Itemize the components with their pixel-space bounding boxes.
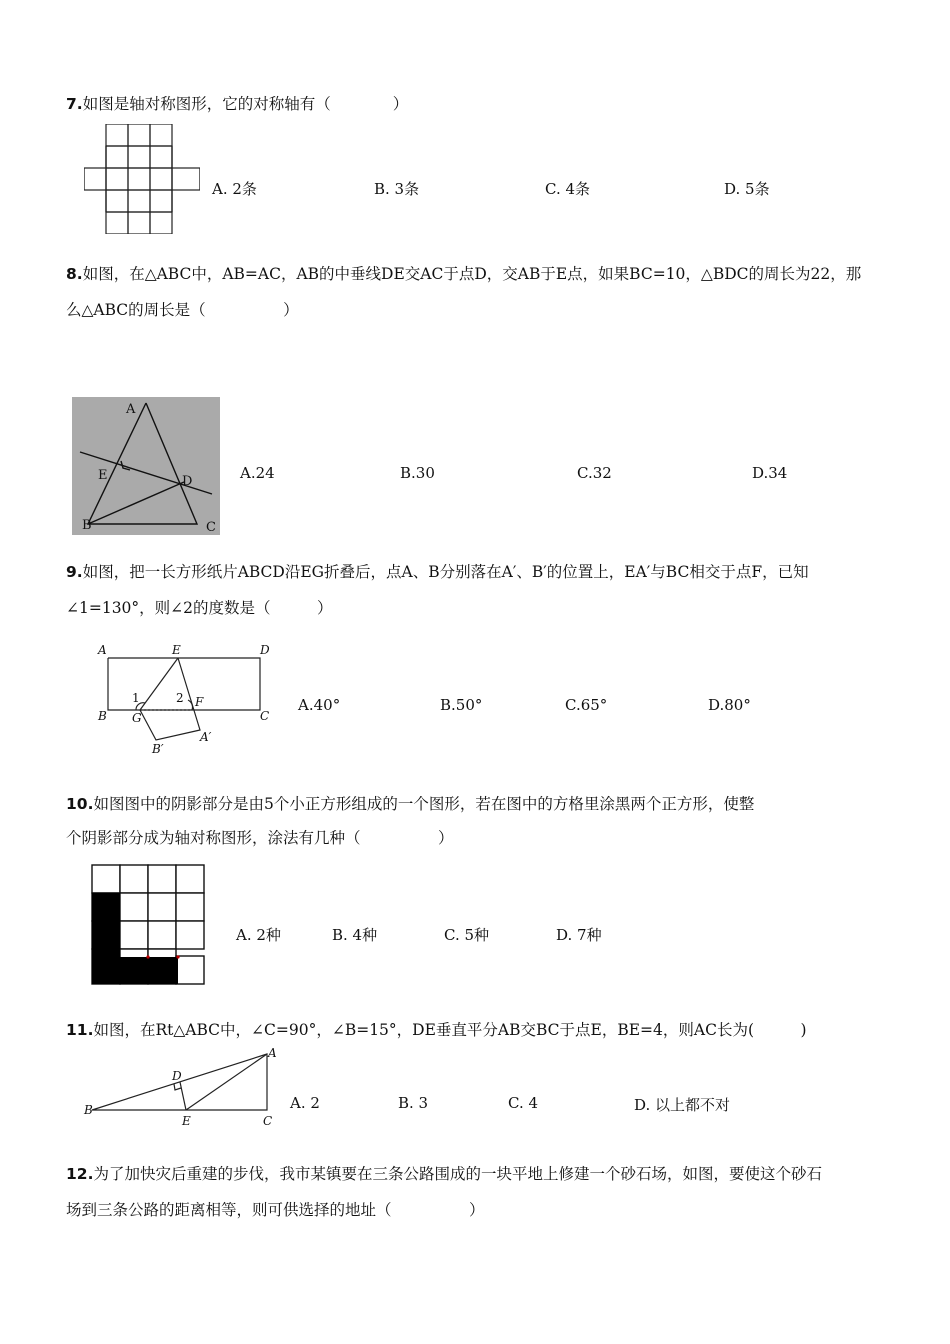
option-a[interactable]: A. 2种 (236, 926, 281, 944)
option-b[interactable]: B.30 (400, 464, 435, 482)
label-D: D (172, 1069, 182, 1083)
option-a[interactable]: A.24 (240, 464, 275, 482)
label-B: B (82, 518, 92, 533)
option-d[interactable]: D.34 (752, 464, 788, 482)
question-number: 7. (66, 95, 83, 113)
question-line: 如图图中的阴影部分是由5个小正方形组成的一个图形，若在图中的方格里涂黑两个正方形，使整 (93, 795, 755, 813)
question-12-text (66, 1164, 822, 1184)
label-C: C (260, 709, 270, 723)
question-7-text (66, 94, 408, 114)
label-D: D (182, 474, 193, 489)
label-D: D (260, 643, 270, 657)
question-11-text (66, 1020, 807, 1040)
option-d[interactable]: D.80° (708, 696, 751, 714)
right-triangle-figure-q11 (82, 1044, 282, 1130)
triangle-figure-q8 (72, 397, 220, 535)
question-12-text-line2: 场到三条公路的距离相等，则可供选择的地址（ ） (66, 1201, 485, 1219)
question-9-text-line2: ∠1=130°，则∠2的度数是（ ） (66, 599, 333, 617)
option-d[interactable]: D. 以上都不对 (634, 1096, 731, 1114)
label-A: A (268, 1046, 277, 1060)
question-10-text-line2: 个阴影部分成为轴对称图形，涂法有几种（ ） (66, 829, 454, 847)
label-E: E (98, 468, 108, 483)
label-B: B (98, 709, 107, 723)
question-number: 12. (66, 1165, 94, 1183)
folded-rectangle-figure-q9 (96, 640, 276, 762)
question-number: 8. (66, 265, 83, 283)
question-9-text (66, 562, 809, 582)
label-E: E (182, 1114, 191, 1128)
question-line: 为了加快灾后重建的步伐，我市某镇要在三条公路围成的一块平地上修建一个砂石场，如图，要使这个砂石 (93, 1165, 822, 1183)
option-b[interactable]: B. 3 (398, 1094, 429, 1112)
option-b[interactable]: B.50° (440, 696, 483, 714)
label-G: G (132, 711, 142, 725)
label-A-prime: A′ (200, 730, 212, 744)
option-b[interactable]: B. 4种 (332, 926, 378, 944)
question-number: 10. (66, 795, 94, 813)
shaded-grid-figure-q10 (90, 862, 208, 988)
option-a[interactable]: A. 2条 (212, 180, 257, 198)
label-A: A (126, 402, 136, 417)
option-d[interactable]: D. 5条 (724, 180, 770, 198)
question-line: 如图，在Rt△ABC中，∠C=90°，∠B=15°，DE垂直平分AB交BC于点E，BE=4，则AC长为( ) (93, 1021, 807, 1039)
label-B: B (84, 1103, 93, 1117)
label-C: C (206, 520, 216, 535)
question-line: 如图，把一长方形纸片ABCD沿EG折叠后，点A、B分别落在A′、B′的位置上，EA′与BC相交于点F，已知 (82, 563, 809, 581)
label-E: E (172, 643, 181, 657)
option-a[interactable]: A. 2 (290, 1094, 320, 1112)
label-angle-1: 1 (132, 691, 140, 705)
question-line: 如图是轴对称图形，它的对称轴有（ ） (82, 95, 409, 113)
option-c[interactable]: C.32 (577, 464, 612, 482)
option-c[interactable]: C. 5种 (444, 926, 490, 944)
question-line: 如图，在△ABC中，AB=AC，AB的中垂线DE交AC于点D，交AB于E点，如果BC=10，△BDC的周长为22，那 (82, 265, 862, 283)
label-F: F (195, 695, 204, 709)
option-c[interactable]: C. 4条 (545, 180, 591, 198)
option-d[interactable]: D. 7种 (556, 926, 602, 944)
option-c[interactable]: C. 4 (508, 1094, 539, 1112)
option-a[interactable]: A.40° (298, 696, 341, 714)
question-number: 11. (66, 1021, 94, 1039)
option-b[interactable]: B. 3条 (374, 180, 420, 198)
option-c[interactable]: C.65° (565, 696, 608, 714)
label-A: A (98, 643, 107, 657)
label-angle-2: 2 (176, 691, 184, 705)
question-number: 9. (66, 563, 83, 581)
question-8-text (66, 264, 861, 284)
label-B-prime: B′ (152, 742, 164, 756)
question-8-text-line2: 么△ABC的周长是（ ） (66, 301, 299, 319)
cross-grid-figure (84, 124, 200, 234)
label-C: C (263, 1114, 273, 1128)
question-10-text (66, 794, 754, 814)
